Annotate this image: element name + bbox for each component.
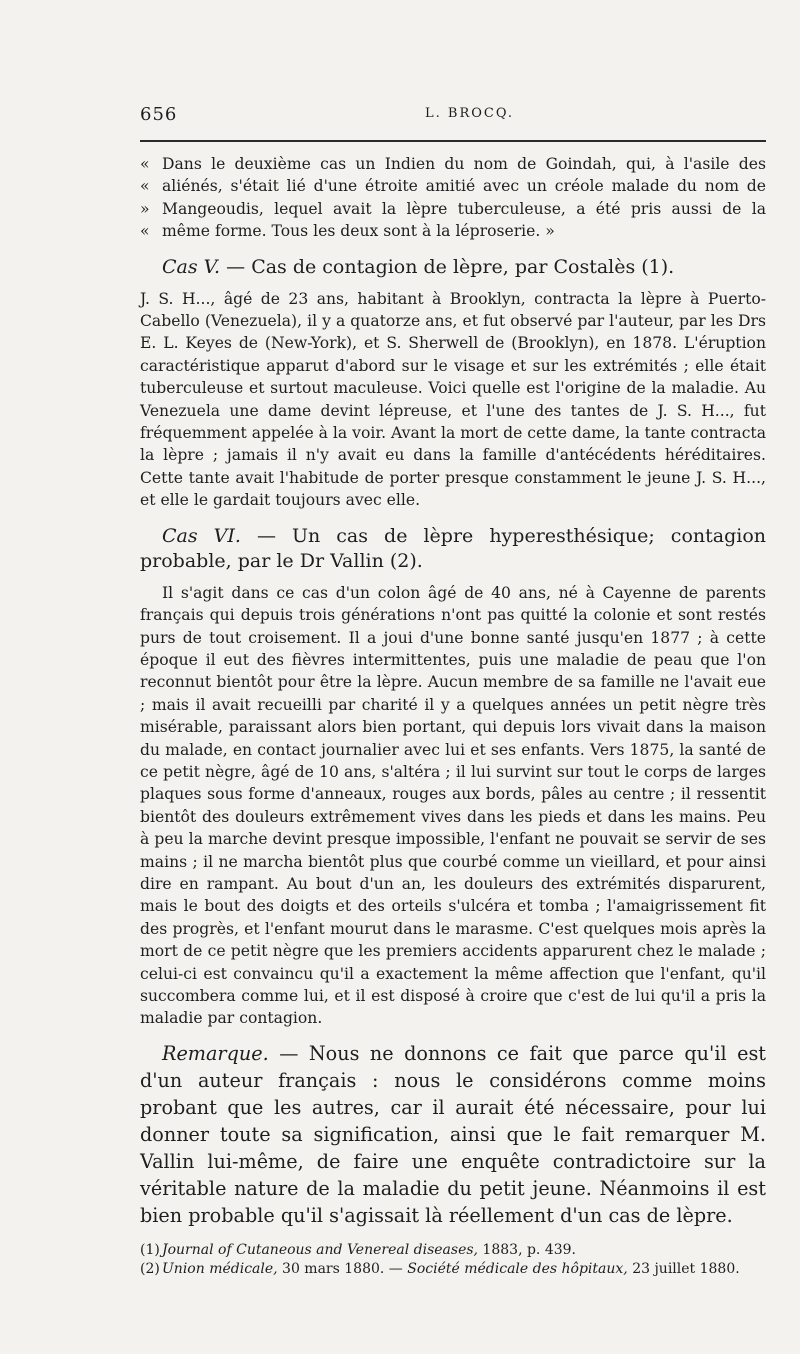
quote-line xyxy=(140,153,766,175)
footnote-number: (2) xyxy=(140,1260,160,1277)
quote-line xyxy=(140,198,766,220)
quote-block xyxy=(140,153,766,243)
page-header xyxy=(140,104,766,134)
quote-mark: » xyxy=(140,199,150,218)
remark-text: — Nous ne donnons ce fait que parce qu'il est d'un auteur français : nous le considérons comme moins probant que les autres, car il aurait été nécessaire, pour lui donner toute sa signification, ainsi que le fait remarquer M. Vallin lui-même, de faire une enquête contradictoire sur la véritable nature de la maladie du petit jeune. Néanmoins il est bien probable qu'il s'agissait là réellement d'un cas de lèpre. xyxy=(140,1041,766,1227)
quote-mark: « xyxy=(140,177,150,196)
footnote-1 xyxy=(140,1241,766,1260)
quote-line xyxy=(140,220,766,242)
case-5-title: — Cas de contagion de lèpre, par Costalès (1). xyxy=(220,255,675,278)
case-5-heading xyxy=(140,255,766,280)
page-number: 656 xyxy=(140,104,178,125)
quote-text: aliénés, s'était lié d'une étroite amitié avec un créole malade du nom de xyxy=(162,177,766,196)
footnote-rest: 30 mars 1880. — xyxy=(277,1260,408,1277)
case-6-body: Il s'agit dans ce cas d'un colon âgé de 40 ans, né à Cayenne de parents français qui depuis trois générations n'ont pas quitté la colonie et sont restés purs de tout croisement. Il a joui d'une bonne santé jusqu'en 1877 ; à cette époque il eut des fièvres intermittentes, puis une maladie de peau que l'on reconnut bientôt pour être la lèpre. Aucun membre de sa famille ne l'avait eue ; mais il avait recueilli par charité il y a quelques années un petit nègre très misérable, paraissant alors bien portant, qui depuis lors vivait dans la maison du malade, en contact journalier avec lui et ses enfants. Vers 1875, la santé de ce petit nègre, âgé de 10 ans, s'altéra ; il lui survint sur tout le corps de larges plaques sous forme d'anneaux, rouges aux bords, pâles au centre ; il ressentit bientôt des douleurs extrêmement vives dans les pieds et dans les mains. Peu à peu la marche devint presque impossible, l'enfant ne pouvait se servir de ses mains ; il ne marcha bientôt plus que courbé comme un vieillard, et pour ainsi dire en rampant. Au bout d'un an, les douleurs des extrémités disparurent, mais le bout des doigts et des orteils s'ulcéra et tomba ; l'amaigrissement fit des progrès, et l'enfant mourut dans le marasme. C'est quelques mois après la mort de ce petit nègre que les premiers accidents apparurent chez le malade ; celui-ci est convaincu qu'il a exactement la même affection que l'enfant, qu'il succombera comme lui, et il est disposé à croire que c'est de lui qu'il a pris la maladie par contagion. xyxy=(140,583,766,1028)
case-6-heading xyxy=(140,524,766,574)
remark-label: Remarque. xyxy=(162,1041,269,1065)
quote-line xyxy=(140,175,766,197)
footnote-source: Union médicale, xyxy=(162,1260,278,1277)
footnote-rest-2: 23 juillet 1880. xyxy=(627,1260,740,1277)
footnote-2 xyxy=(140,1260,766,1279)
footnote-source: Journal of Cutaneous and Venereal diseases, xyxy=(162,1241,478,1258)
quote-mark: « xyxy=(140,222,150,241)
footnote-number: (1) xyxy=(140,1241,160,1258)
quote-text: Dans le deuxième cas un Indien du nom de Goindah, qui, à l'asile des xyxy=(162,155,766,173)
case-6-title: — Un cas de lèpre hyperesthésique; contagion probable, par le Dr Vallin (2). xyxy=(140,524,766,572)
quote-mark: « xyxy=(140,155,150,173)
footnote-source-2: Société médicale des hôpitaux, xyxy=(407,1260,628,1277)
remark-paragraph xyxy=(140,1040,766,1229)
running-head: L. BROCQ. xyxy=(425,106,514,121)
footnote-rest: 1883, p. 439. xyxy=(477,1241,576,1258)
case-5-label: Cas V. xyxy=(162,255,221,278)
footnotes xyxy=(140,1241,766,1279)
case-6-label: Cas VI. xyxy=(162,524,241,547)
page-body xyxy=(140,153,766,1279)
quote-text: même forme. Tous les deux sont à la léproserie. » xyxy=(162,222,555,241)
case-5-body: J. S. H..., âgé de 23 ans, habitant à Brooklyn, contracta la lèpre à Puerto-Cabello (Venezuela), il y a quatorze ans, et fut observé par l'auteur, par les Drs E. L. Keyes de (New-York), et S. Sherwell de (Brooklyn), en 1878. L'éruption caractéristique apparut d'abord sur le visage et sur les extrémités ; elle était tuberculeuse et surtout maculeuse. Voici quelle est l'origine de la maladie. Au Venezuela une dame devint lépreuse, et l'une des tantes de J. S. H..., fut fréquemment appelée à la voir. Avant la mort de cette dame, la tante contracta la lèpre ; jamais il n'y avait eu dans la famille d'antécédents héréditaires. Cette tante avait l'habitude de porter presque constamment le jeune J. S. H..., et elle le gardait toujours avec elle. xyxy=(140,289,766,510)
quote-text: Mangeoudis, lequel avait la lèpre tuberculeuse, a été pris aussi de la xyxy=(162,199,766,218)
header-rule xyxy=(140,140,766,142)
